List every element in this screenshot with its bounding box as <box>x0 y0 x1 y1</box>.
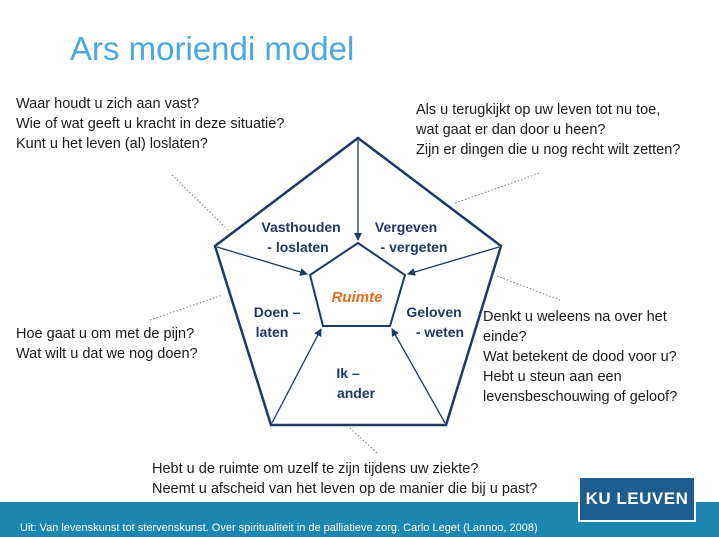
pointer-line-left <box>150 295 223 320</box>
arrow-bottom-left <box>272 329 321 423</box>
segment-geloven: Geloven - weten <box>406 304 465 340</box>
pointer-line-top-left <box>172 175 228 230</box>
question-line: einde? <box>483 329 527 345</box>
pointer-line-bottom <box>350 428 378 454</box>
footer-citation: Uit: Van levenskunst tot stervenskunst. Over spiritualiteit in de palliatieve zorg. Carlo Leget (Lannoo, 2008) <box>20 522 538 534</box>
segment-doen: Doen – laten <box>253 304 301 340</box>
segment-ik: Ik – ander <box>336 365 376 401</box>
question-line: Wie of wat geeft u kracht in deze situatie? <box>16 116 285 132</box>
question-line: Kunt u het leven (al) loslaten? <box>16 136 208 152</box>
question-line: Waar houdt u zich aan vast? <box>16 96 200 112</box>
pointer-line-right <box>497 276 560 300</box>
question-line: Hoe gaat u om met de pijn? <box>16 326 195 342</box>
page-title: Ars moriendi model <box>70 30 355 67</box>
arrow-bottom-right <box>392 329 445 423</box>
question-line: Als u terugkijkt op uw leven tot nu toe, <box>416 102 661 118</box>
inner-pentagon <box>310 243 405 326</box>
question-line: Zijn er dingen die u nog recht wilt zetten? <box>416 142 681 158</box>
question-line: Hebt u steun aan een <box>483 369 622 385</box>
question-line: Neemt u afscheid van het leven op de manier die bij u past? <box>152 481 538 497</box>
question-line: Hebt u de ruimte om uzelf te zijn tijdens uw ziekte? <box>152 461 479 477</box>
question-line: wat gaat er dan door u heen? <box>416 122 606 138</box>
question-line: levensbeschouwing of geloof? <box>483 389 678 405</box>
question-line: Denkt u weleens na over het <box>483 309 667 325</box>
question-line: Wat betekent de dood voor u? <box>483 349 677 365</box>
pointer-line-top-right <box>455 173 540 203</box>
segment-vergeven: Vergeven - vergeten <box>374 219 448 255</box>
center-label: Ruimte <box>331 289 383 306</box>
question-line: Wat wilt u dat we nog doen? <box>16 346 198 362</box>
segment-vasthouden: Vasthouden - loslaten <box>261 219 341 255</box>
ku-leuven-logo: KU LEUVEN <box>578 476 696 522</box>
